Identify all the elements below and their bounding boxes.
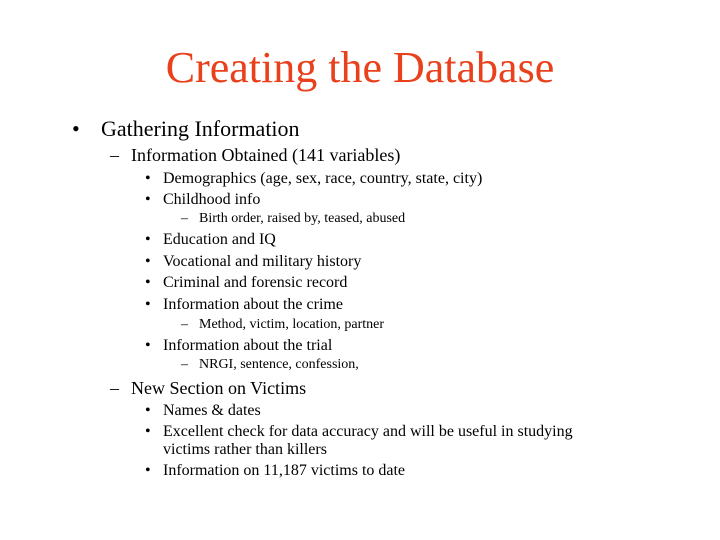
bullet-dot: • [145, 170, 151, 187]
bullet-item-birth-order: Birth order, raised by, teased, abused [199, 211, 406, 226]
bullet-item-information-obtained: Information Obtained (141 variables) [131, 145, 401, 165]
bullet-dot: • [145, 462, 151, 479]
bullet-dash: – [110, 145, 119, 165]
bullet-dash: – [181, 317, 188, 332]
bullet-item-method: Method, victim, location, partner [199, 317, 385, 332]
bullet-item-vocational: Vocational and military history [163, 253, 362, 270]
bullet-item-crime-info: Information about the crime [163, 296, 343, 313]
bullet-item-gathering-information: Gathering Information [101, 116, 300, 141]
bullet-dash: – [181, 211, 188, 226]
bullet-item-nrgi: NRGI, sentence, confession, [199, 357, 359, 372]
bullet-dot: • [145, 274, 151, 291]
bullet-dot: • [145, 296, 151, 313]
bullet-item-demographics: Demographics (age, sex, race, country, state, city) [163, 170, 483, 187]
bullet-item-excellent-check-continued: victims rather than killers [163, 441, 327, 458]
bullet-item-education: Education and IQ [163, 231, 276, 248]
bullet-item-victims-count: Information on 11,187 victims to date [163, 462, 406, 479]
bullet-dot: • [145, 253, 151, 270]
bullet-item-new-section-victims: New Section on Victims [131, 378, 307, 398]
bullet-item-criminal: Criminal and forensic record [163, 274, 348, 291]
bullet-item-childhood-info: Childhood info [163, 191, 261, 208]
bullet-dot: • [72, 116, 80, 141]
bullet-dot: • [145, 402, 151, 419]
bullet-dash: – [181, 357, 188, 372]
bullet-item-trial-info: Information about the trial [163, 337, 333, 354]
bullet-dot: • [145, 191, 151, 208]
bullet-item-excellent-check: Excellent check for data accuracy and will be useful in studying [163, 423, 573, 440]
bullet-dash: – [110, 378, 119, 398]
bullet-dot: • [145, 337, 151, 354]
bullet-dot: • [145, 231, 151, 248]
bullet-item-names-dates: Names & dates [163, 402, 261, 419]
slide-title: Creating the Database [165, 43, 555, 92]
bullet-dot: • [145, 423, 151, 440]
